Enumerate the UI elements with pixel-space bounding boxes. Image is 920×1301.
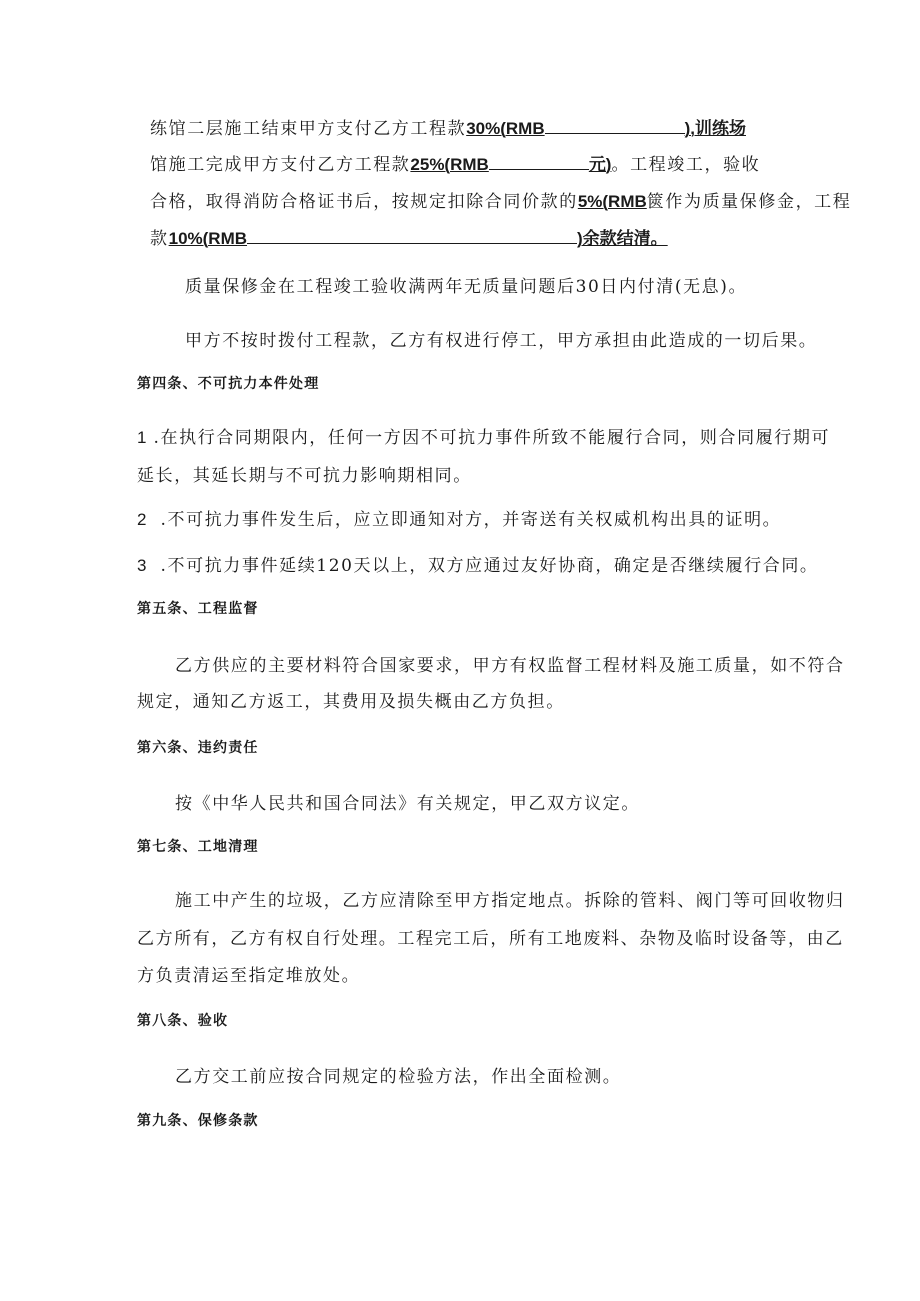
payment-text: 篋作为质量保修金，工程 <box>646 192 852 212</box>
article-7-line-3: 方负责清运至指定堆放处。 <box>137 966 361 986</box>
paragraph-warranty-money: 质量保修金在工程竣工验收满两年无质量问题后30日内付清(无息)。 <box>185 277 748 297</box>
article-7-line-2: 乙方所有，乙方有权自行处理。工程完工后，所有工地废料、杂物及临时设备等，由乙 <box>137 929 844 949</box>
article-5-heading: 第五条、工程监督 <box>137 601 259 617</box>
article-8-line-1: 乙方交工前应按合同规定的检验方法，作出全面检测。 <box>175 1067 622 1087</box>
payment-text: )余款结清。 <box>577 229 668 248</box>
article-5-line-2: 规定，通知乙方返工，其费用及损失概由乙方负担。 <box>137 692 565 712</box>
item-text: .在执行合同期限内，任何一方因不可抗力事件所致不能履行合同，则合同履行期可 <box>153 428 831 448</box>
article-6-line-1: 按《中华人民共和国合同法》有关规定，甲乙双方议定。 <box>175 794 640 814</box>
payment-text: 。工程竣工，验收 <box>611 155 761 175</box>
payment-percent-5: 5%(RMB <box>577 192 647 211</box>
article-4-item-1 <box>137 423 830 448</box>
payment-unit: 元) <box>588 155 612 174</box>
item-number: 1 <box>137 428 147 447</box>
payment-line-2 <box>150 150 760 175</box>
article-4-heading: 第四条、不可抗力本件处理 <box>137 376 320 392</box>
payment-line-1 <box>150 114 746 139</box>
item-number: 2 <box>137 510 147 529</box>
article-6-heading: 第六条、违约责任 <box>137 740 259 756</box>
payment-text: 款 <box>150 229 169 249</box>
payment-line-3 <box>150 187 851 212</box>
blank-amount-field <box>247 228 577 244</box>
article-4-item-3 <box>137 551 819 576</box>
payment-line-4 <box>150 224 668 249</box>
item-number: 3 <box>137 556 147 575</box>
article-7-line-1: 施工中产生的垃圾，乙方应清除至甲方指定地点。拆除的管料、阀门等可回收物归 <box>175 891 845 911</box>
article-4-item-2 <box>137 505 781 530</box>
payment-text: 合格，取得消防合格证书后，按规定扣除合同价款的 <box>150 192 578 212</box>
payment-percent-25: 25%(RMB <box>410 155 489 174</box>
article-4-item-1-cont: 延长，其延长期与不可抗力影响期相同。 <box>137 466 472 486</box>
article-7-heading: 第七条、工地清理 <box>137 839 259 855</box>
payment-text: 练馆二层施工结束甲方支付乙方工程款 <box>150 119 467 139</box>
payment-text: ),训练场 <box>684 119 746 138</box>
item-text: .不可抗力事件延续120天以上，双方应通过友好协商，确定是否继续履行合同。 <box>160 556 819 576</box>
payment-percent-10: 10%(RMB <box>168 229 248 248</box>
payment-percent-30: 30%(RMB <box>466 119 545 138</box>
article-5-line-1: 乙方供应的主要材料符合国家要求，甲方有权监督工程材料及施工质量，如不符合 <box>175 656 845 676</box>
payment-text: 馆施工完成甲方支付乙方工程款 <box>150 155 411 175</box>
blank-amount-field <box>489 154 589 170</box>
article-9-heading: 第九条、保修条款 <box>137 1113 259 1129</box>
blank-amount-field <box>545 118 685 134</box>
article-8-heading: 第八条、验收 <box>137 1013 229 1029</box>
paragraph-stop-work: 甲方不按时拨付工程款，乙方有权进行停工，甲方承担由此造成的一切后果。 <box>185 331 818 351</box>
item-text: .不可抗力事件发生后，应立即通知对方，并寄送有关权威机构出具的证明。 <box>160 510 782 530</box>
